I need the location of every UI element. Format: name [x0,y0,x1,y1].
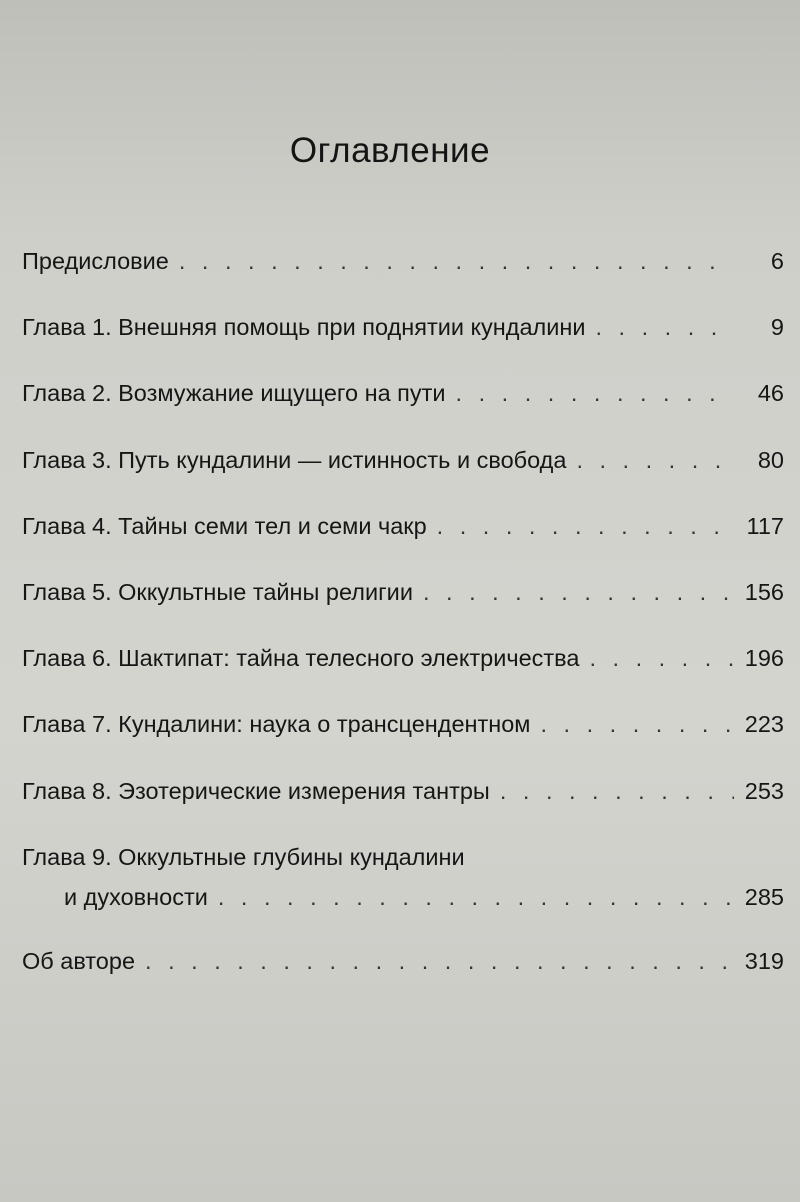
toc-page-number: 80 [757,446,784,473]
dot-leader [423,579,734,606]
dot-leader [218,884,734,911]
toc-entry-chapter-3 [22,447,784,513]
toc-entry-label: Глава 4. Тайны семи тел и семи чакр [22,512,427,539]
toc-entry-about-author [22,948,784,1014]
toc-entry-chapter-7 [22,711,784,777]
toc-entry-continuation-line [22,884,784,911]
toc-entry-chapter-5 [22,579,784,645]
toc-entry-label: Глава 7. Кундалини: наука о трансцендентном [22,711,531,738]
toc-entry-label: Об авторе [22,947,136,974]
toc-entry-label: Глава 3. Путь кундалини — истинность и свобода [22,446,567,473]
toc-entry-chapter-8 [22,778,784,844]
toc-entry-label: Глава 9. Оккультные глубины кундалини [22,843,465,870]
toc-entry-chapter-6 [22,645,784,711]
toc-entry-chapter-2 [22,380,784,446]
toc-entry-chapter-9 [22,844,784,948]
toc-page-number: 223 [744,711,784,738]
toc-page-number: 319 [744,947,784,974]
toc-page-number: 6 [770,248,784,274]
dot-leader [589,645,734,672]
table-of-contents [22,248,784,1014]
toc-entry-label-continuation: и духовности [64,883,208,910]
dot-leader [500,778,734,805]
dot-leader [595,314,734,341]
toc-page-number: 46 [757,380,784,407]
dot-leader [456,380,734,407]
toc-entry-label: Предисловие [22,248,169,274]
toc-entry-preface [22,248,784,314]
dot-leader [145,948,734,975]
toc-entry-label: Глава 8. Эзотерические измерения тантры [22,777,490,804]
dot-leader [437,513,734,540]
toc-page-number: 9 [770,314,784,341]
toc-page-number: 196 [744,645,784,672]
toc-page-number: 156 [744,578,784,605]
toc-entry-chapter-4 [22,513,784,579]
toc-entry-label: Глава 5. Оккультные тайны религии [22,578,413,605]
toc-page-number: 117 [746,512,784,539]
toc-page-number: 253 [744,777,784,804]
toc-entry-chapter-1 [22,314,784,380]
dot-leader [179,248,734,275]
toc-entry-label: Глава 1. Внешняя помощь при поднятии кундалини [22,314,586,341]
toc-entry-label: Глава 6. Шактипат: тайна телесного электричества [22,645,580,672]
page-title: Оглавление [289,131,491,171]
toc-entry-label: Глава 2. Возмужание ищущего на пути [22,380,446,407]
toc-page-number: 285 [744,883,784,910]
dot-leader [576,447,734,474]
dot-leader [540,711,734,738]
